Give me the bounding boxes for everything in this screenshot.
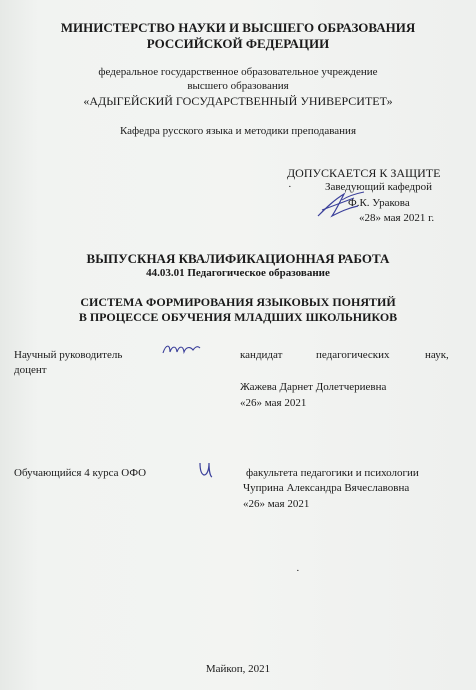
city-year: Майкоп, 2021 bbox=[205, 663, 271, 675]
ministry-line2: РОССИЙСКОЙ ФЕДЕРАЦИИ bbox=[146, 36, 330, 51]
supervisor-name: Жажева Дарнет Долетчериевна bbox=[240, 381, 387, 393]
supervisor-signature-icon bbox=[160, 340, 202, 358]
work-type: ВЫПУСКНАЯ КВАЛИФИКАЦИОННАЯ РАБОТА bbox=[86, 251, 390, 266]
approval-dot: · bbox=[288, 181, 292, 193]
supervisor-degree-word1: кандидат bbox=[240, 349, 283, 361]
work-title-line2: В ПРОЦЕССЕ ОБУЧЕНИЯ МЛАДШИХ ШКОЛЬНИКОВ bbox=[78, 310, 398, 324]
approval-head: Заведующий кафедрой bbox=[325, 181, 432, 193]
supervisor-rank: доцент bbox=[14, 364, 47, 376]
supervisor-label: Научный руководитель bbox=[14, 349, 123, 361]
approval-head-name: Ф.К. Уракова bbox=[348, 197, 410, 209]
work-title-line1: СИСТЕМА ФОРМИРОВАНИЯ ЯЗЫКОВЫХ ПОНЯТИЙ bbox=[80, 295, 396, 309]
supervisor-degree-word2: педагогических bbox=[316, 349, 390, 361]
supervisor-degree-word3: наук, bbox=[425, 349, 449, 361]
ministry-line1: МИНИСТЕРСТВО НАУКИ И ВЫСШЕГО ОБРАЗОВАНИЯ bbox=[60, 20, 416, 35]
approval-admit: ДОПУСКАЕТСЯ К ЗАЩИТЕ bbox=[287, 166, 441, 180]
student-label: Обучающийся 4 курса ОФО bbox=[14, 467, 147, 479]
supervisor-date: «26» мая 2021 bbox=[240, 397, 307, 409]
student-name: Чуприна Александра Вячеславовна bbox=[243, 482, 410, 494]
institution-line2: высшего образования bbox=[187, 80, 289, 92]
approval-date: «28» мая 2021 г. bbox=[359, 212, 435, 224]
student-faculty: факультета педагогики и психологии bbox=[246, 467, 419, 479]
head-signature-icon bbox=[314, 186, 374, 222]
university-name: «АДЫГЕЙСКИЙ ГОСУДАРСТВЕННЫЙ УНИВЕРСИТЕТ» bbox=[83, 94, 393, 108]
work-program: 44.03.01 Педагогическое образование bbox=[146, 267, 330, 279]
department-name: Кафедра русского языка и методики преподавания bbox=[119, 125, 357, 137]
page-dot: · bbox=[296, 565, 300, 577]
student-date: «26» мая 2021 bbox=[243, 498, 310, 510]
student-signature-icon bbox=[195, 458, 217, 480]
institution-line1: федеральное государственное образовательное учреждение bbox=[98, 66, 378, 78]
